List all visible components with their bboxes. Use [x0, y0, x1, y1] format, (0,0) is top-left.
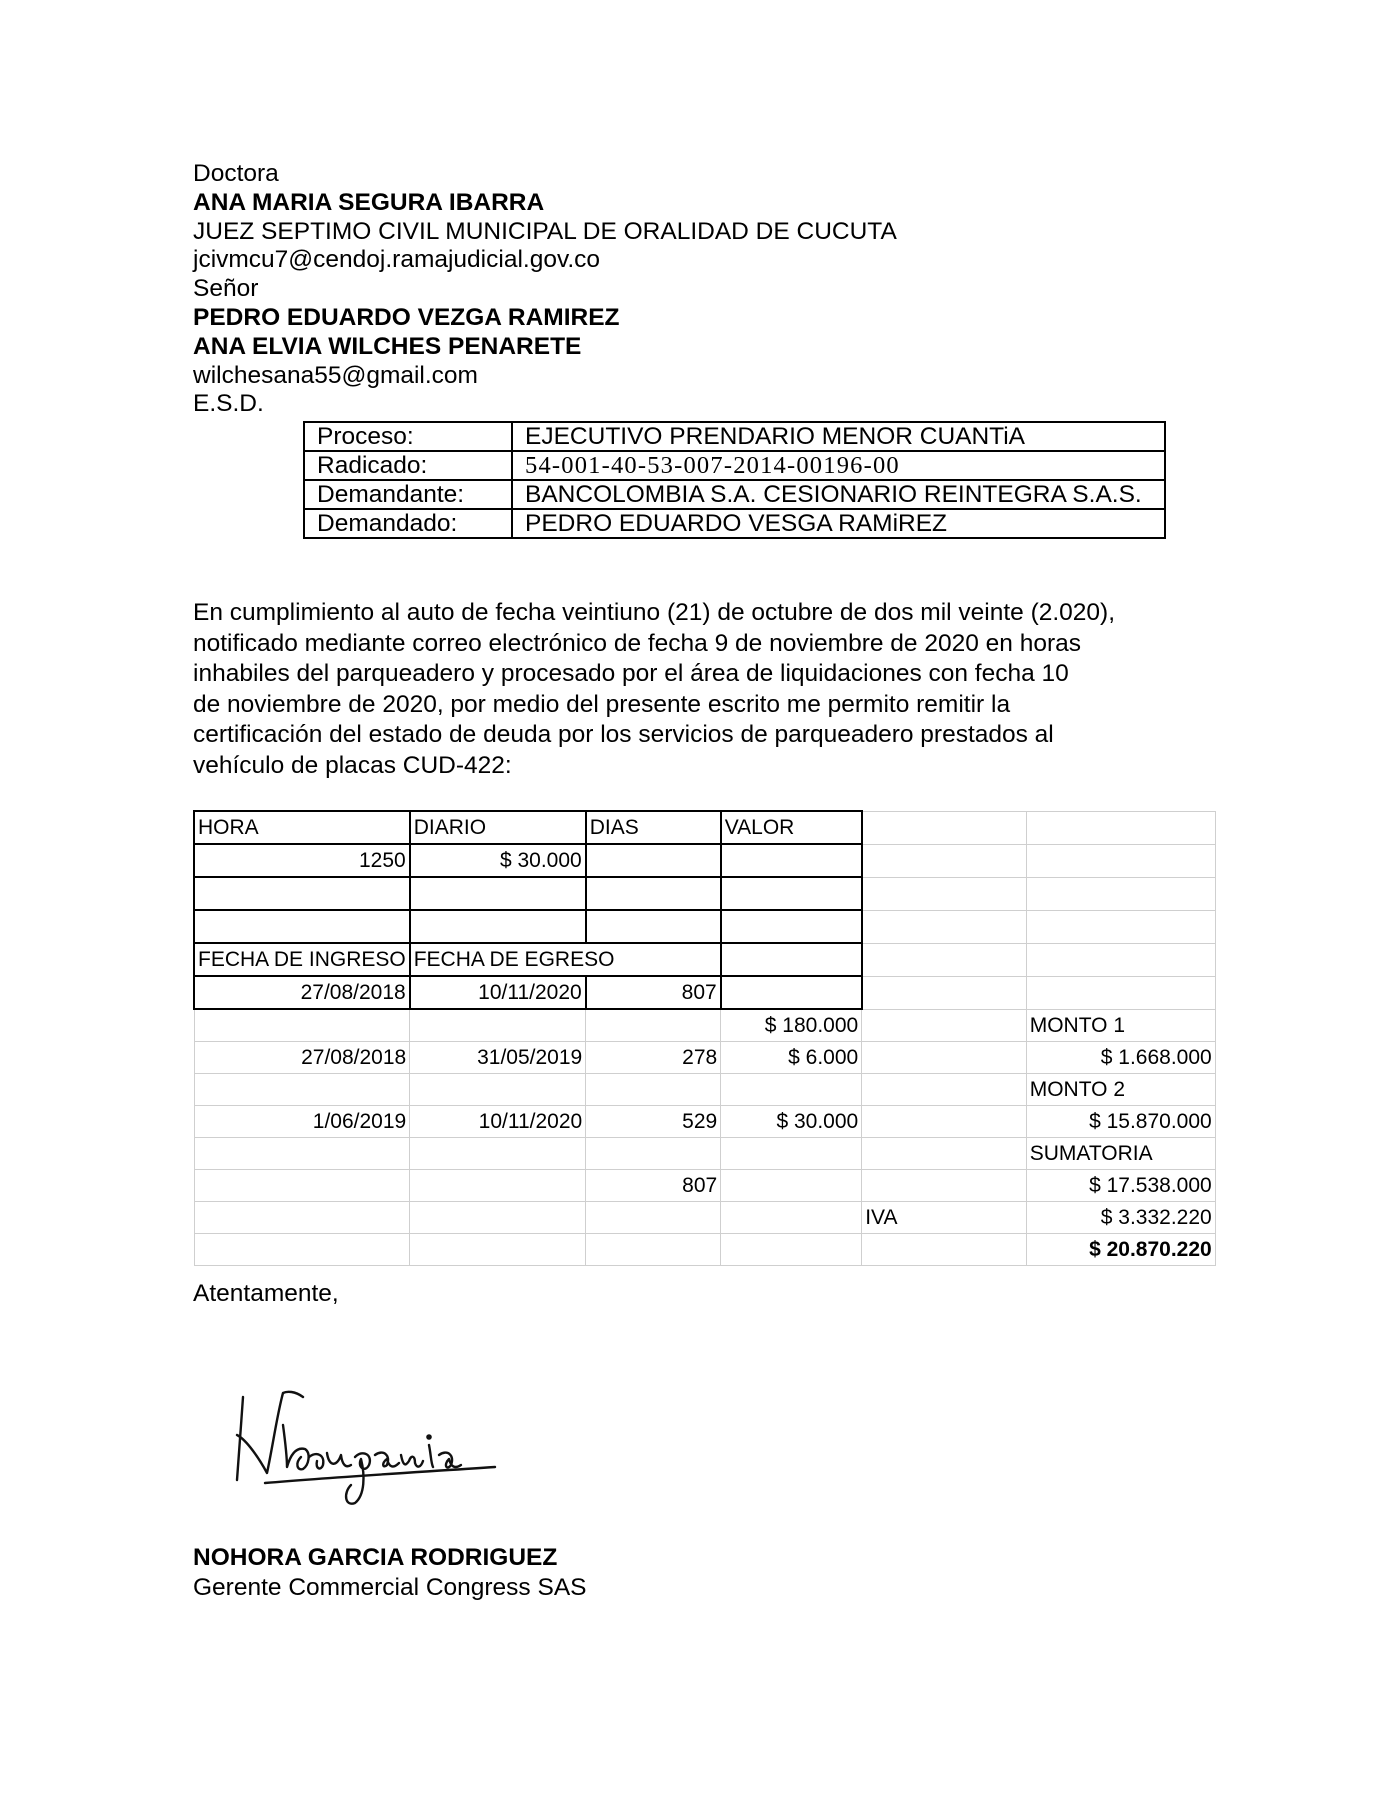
table-cell — [721, 1202, 862, 1234]
table-cell — [862, 1138, 1027, 1170]
table-cell — [721, 877, 862, 910]
table-cell — [721, 1170, 862, 1202]
recipient-email: wilchesana55@gmail.com — [193, 361, 478, 389]
case-row-demandado — [304, 509, 1165, 538]
table-row — [194, 943, 1215, 976]
table-cell — [862, 910, 1027, 943]
table-cell — [721, 844, 862, 877]
table-cell — [194, 1009, 410, 1042]
table-cell — [1026, 976, 1215, 1009]
body-line: notificado mediante correo electrónico de fecha 9 de noviembre de 2020 en horas — [193, 629, 1082, 657]
signer-name: NOHORA GARCIA RODRIGUEZ — [193, 1544, 558, 1571]
table-cell — [721, 1138, 862, 1170]
body-line: inhabiles del parqueadero y procesado por el área de liquidaciones con fecha 10 — [193, 660, 1069, 687]
table-cell — [862, 943, 1027, 976]
table-cell — [194, 1138, 410, 1170]
cell-ingreso: 27/08/2018 — [194, 976, 410, 1009]
table-cell — [1026, 811, 1215, 844]
table-cell — [586, 1202, 721, 1234]
table-row — [194, 1009, 1215, 1042]
table-cell — [721, 976, 862, 1009]
table-cell — [586, 877, 721, 910]
proceso-label: Proceso: — [304, 422, 512, 451]
table-cell — [410, 1074, 586, 1106]
radicado-value: 54-001-40-53-007-2014-00196-00 — [512, 451, 1165, 480]
table-cell — [1026, 844, 1215, 877]
cell-valor: $ 6.000 — [721, 1042, 862, 1074]
table-row — [194, 1074, 1215, 1106]
recipient-2: ANA ELVIA WILCHES PENARETE — [193, 332, 582, 360]
table-cell — [1026, 877, 1215, 910]
cell-egreso: 10/11/2020 — [410, 1106, 586, 1138]
demandado-label: Demandado: — [304, 509, 512, 538]
table-cell — [862, 1106, 1027, 1138]
table-cell — [410, 1009, 586, 1042]
table-row — [194, 877, 1215, 910]
cell-dias-total: 807 — [586, 976, 721, 1009]
table-cell — [586, 844, 721, 877]
header-hora: HORA — [194, 811, 410, 844]
table-cell — [194, 1202, 410, 1234]
demandante-value: BANCOLOMBIA S.A. CESIONARIO REINTEGRA S.A.S. — [512, 480, 1165, 509]
esd: E.S.D. — [193, 390, 264, 418]
table-cell — [862, 1009, 1027, 1042]
cell-dias: 529 — [586, 1106, 721, 1138]
body-paragraph — [193, 598, 1197, 781]
body-line: certificación del estado de deuda por los servicios de parqueadero prestados al — [193, 721, 1054, 748]
monto1-label: MONTO 1 — [1026, 1009, 1215, 1042]
signer-title: Gerente Commercial Congress SAS — [193, 1574, 587, 1601]
monto2-value: $ 15.870.000 — [1026, 1106, 1215, 1138]
table-cell — [586, 1074, 721, 1106]
header-dias: DIAS — [586, 811, 721, 844]
header-fecha-ingreso: FECHA DE INGRESO — [194, 943, 410, 976]
table-cell — [586, 1234, 721, 1266]
table-row — [194, 1202, 1215, 1234]
table-cell — [194, 1234, 410, 1266]
table-cell — [862, 877, 1027, 910]
handwritten-signature — [225, 1385, 505, 1515]
judge-title: JUEZ SEPTIMO CIVIL MUNICIPAL DE ORALIDAD DE CUCUTA — [193, 217, 897, 245]
cell-ingreso: 1/06/2019 — [194, 1106, 410, 1138]
table-cell — [721, 1234, 862, 1266]
table-cell — [721, 1074, 862, 1106]
case-info-table — [303, 421, 1166, 539]
table-cell — [1026, 943, 1215, 976]
table-cell — [194, 1074, 410, 1106]
table-row — [194, 1042, 1215, 1074]
iva-value: $ 3.332.220 — [1026, 1202, 1215, 1234]
header-fecha-egreso: FECHA DE EGRESO — [410, 943, 721, 976]
table-cell — [721, 943, 862, 976]
case-row-proceso — [304, 422, 1165, 451]
table-cell — [194, 1170, 410, 1202]
cell-egreso: 31/05/2019 — [410, 1042, 586, 1074]
table-cell — [410, 1170, 586, 1202]
table-row — [194, 844, 1215, 877]
body-line: de noviembre de 2020, por medio del presente escrito me permito remitir la — [193, 690, 1011, 718]
closing-text: Atentamente, — [193, 1280, 339, 1307]
demandado-value: PEDRO EDUARDO VESGA RAMiREZ — [512, 509, 1165, 538]
table-cell — [862, 811, 1027, 844]
monto2-label: MONTO 2 — [1026, 1074, 1215, 1106]
iva-label: IVA — [862, 1202, 1027, 1234]
table-row — [194, 811, 1215, 844]
judge-email: jcivmcu7@cendoj.ramajudicial.gov.co — [193, 246, 601, 274]
table-cell — [862, 1170, 1027, 1202]
table-row — [194, 1170, 1215, 1202]
table-row — [194, 1138, 1215, 1170]
monto1-value: $ 1.668.000 — [1026, 1042, 1215, 1074]
salutation: Doctora — [193, 160, 279, 187]
table-cell — [862, 844, 1027, 877]
judge-name: ANA MARIA SEGURA IBARRA — [193, 188, 545, 216]
table-cell — [410, 1202, 586, 1234]
radicado-label: Radicado: — [304, 451, 512, 480]
case-row-radicado — [304, 451, 1165, 480]
table-cell — [721, 910, 862, 943]
table-cell — [862, 1074, 1027, 1106]
cell-egreso: 10/11/2020 — [410, 976, 586, 1009]
table-row — [194, 910, 1215, 943]
body-line: vehículo de placas CUD-422: — [193, 751, 512, 779]
letter-header — [193, 160, 1193, 419]
signature-block — [193, 1543, 587, 1603]
table-cell — [1026, 910, 1215, 943]
cell-dias: 278 — [586, 1042, 721, 1074]
table-cell — [862, 976, 1027, 1009]
demandante-label: Demandante: — [304, 480, 512, 509]
header-valor: VALOR — [721, 811, 862, 844]
cell-hora: 1250 — [194, 844, 410, 877]
sumatoria-label: SUMATORIA — [1026, 1138, 1215, 1170]
recipient-1: PEDRO EDUARDO VEZGA RAMIREZ — [193, 303, 620, 331]
table-cell — [410, 1138, 586, 1170]
table-cell — [410, 1234, 586, 1266]
debt-calculation-table — [193, 810, 1216, 1266]
table-cell — [410, 910, 586, 943]
table-cell — [194, 910, 410, 943]
table-cell — [410, 877, 586, 910]
body-line: En cumplimiento al auto de fecha veintiuno (21) de octubre de dos mil veinte (2.020), — [193, 599, 1116, 626]
table-cell — [586, 1138, 721, 1170]
table-cell — [586, 1009, 721, 1042]
table-cell — [862, 1234, 1027, 1266]
total-value: $ 20.870.220 — [1026, 1234, 1215, 1266]
table-row — [194, 1106, 1215, 1138]
table-row — [194, 1234, 1215, 1266]
salutation-2: Señor — [193, 275, 259, 303]
header-diario: DIARIO — [410, 811, 586, 844]
cell-dias: 807 — [586, 1170, 721, 1202]
cell-diario: $ 30.000 — [410, 844, 586, 877]
case-row-demandante — [304, 480, 1165, 509]
cell-valor: $ 30.000 — [721, 1106, 862, 1138]
table-cell — [586, 910, 721, 943]
table-cell — [194, 877, 410, 910]
proceso-value: EJECUTIVO PRENDARIO MENOR CUANTiA — [512, 422, 1165, 451]
cell-ingreso: 27/08/2018 — [194, 1042, 410, 1074]
sumatoria-value: $ 17.538.000 — [1026, 1170, 1215, 1202]
table-row — [194, 976, 1215, 1009]
cell-valor: $ 180.000 — [721, 1009, 862, 1042]
table-cell — [862, 1042, 1027, 1074]
